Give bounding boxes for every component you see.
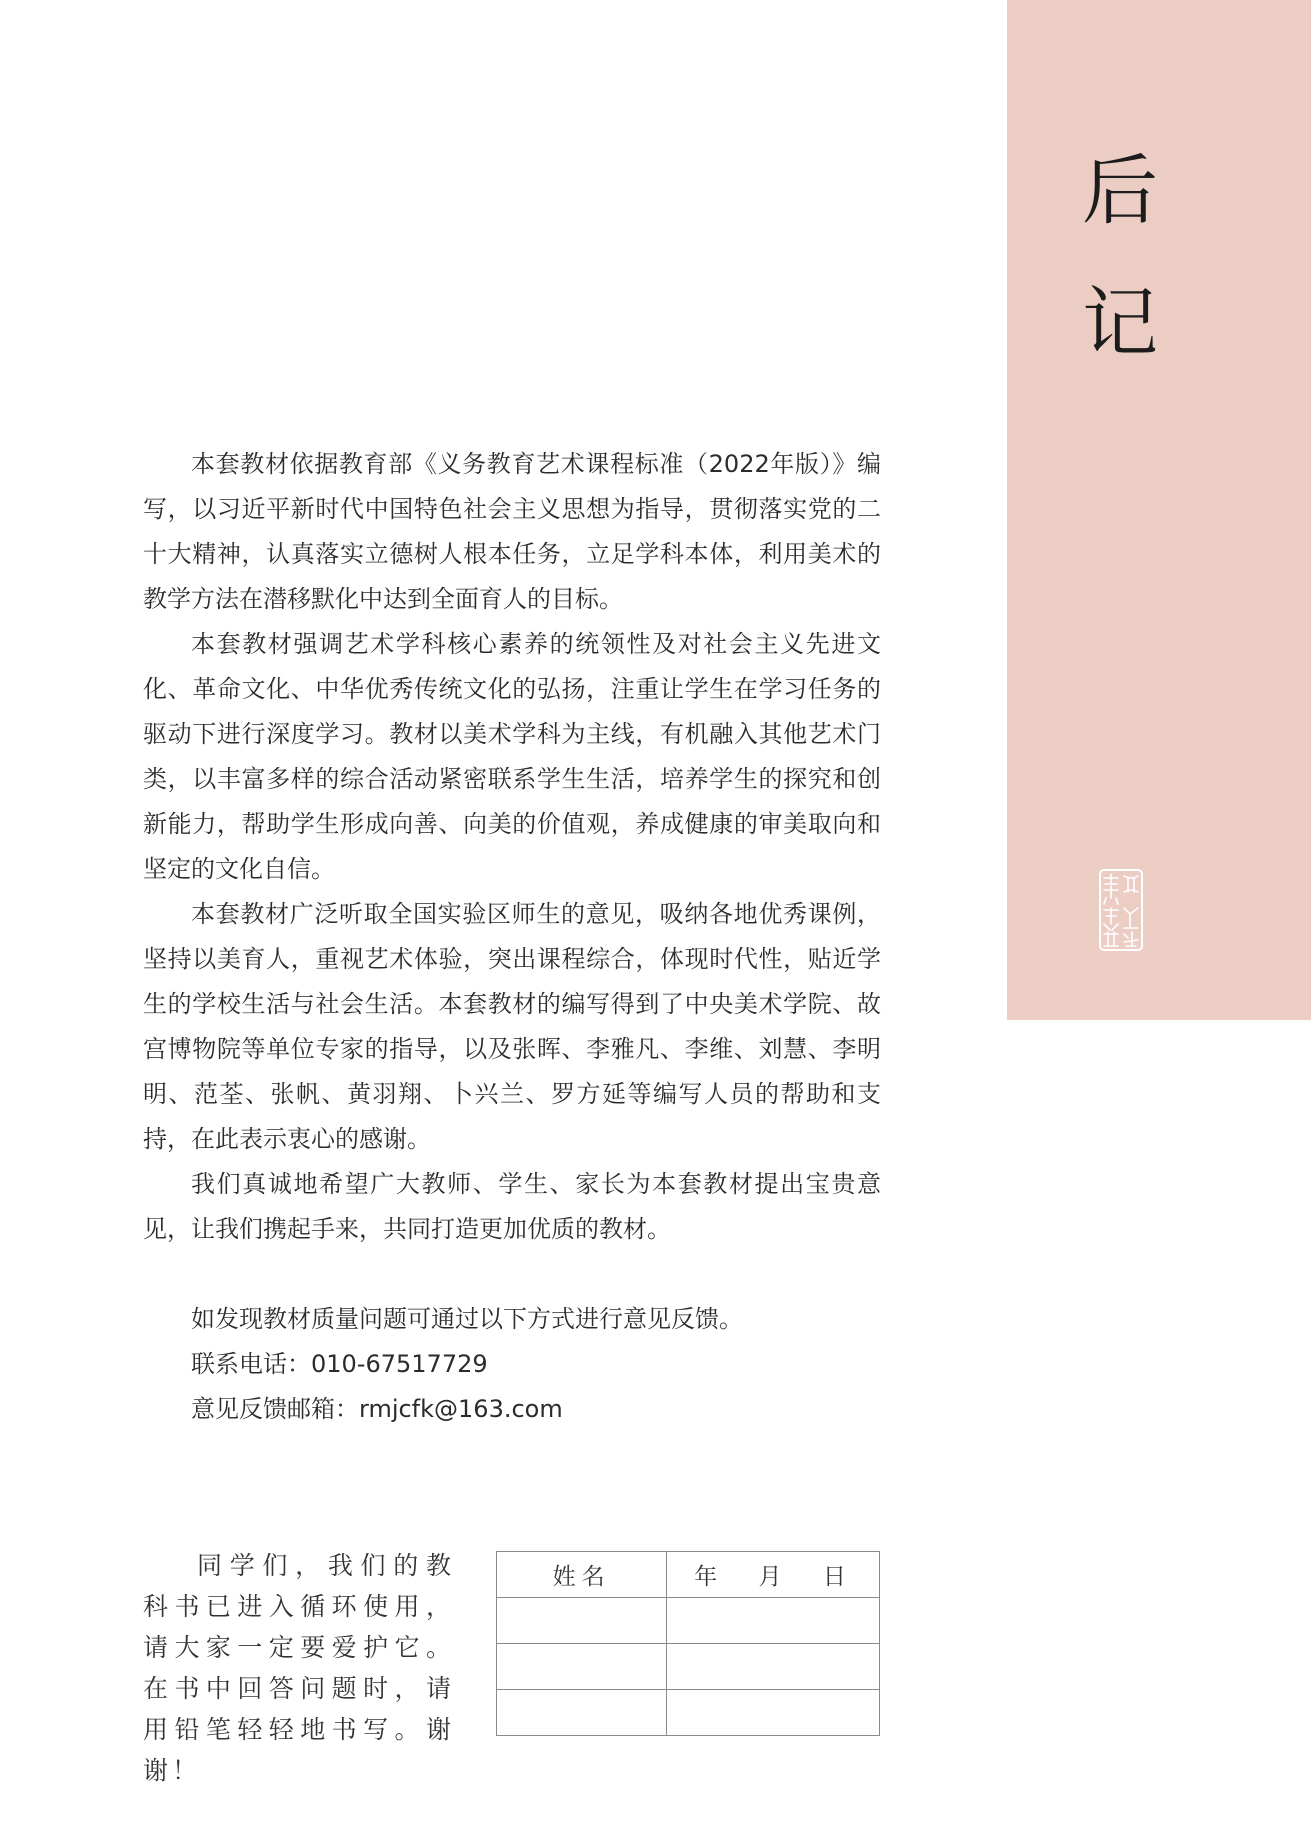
feedback-intro: 如发现教材质量问题可通过以下方式进行意见反馈。	[191, 1305, 743, 1333]
table-row	[497, 1690, 880, 1736]
feedback-phone: 联系电话：010-67517729	[191, 1350, 488, 1378]
title-char-2: 记	[1082, 278, 1158, 367]
table-row	[497, 1644, 880, 1690]
afterword-body	[143, 442, 881, 1252]
paragraph-4: 我们真诚地希望广大教师、学生、家长为本套教材提出宝贵意见，让我们携起手来，共同打造更加优质的教材。	[143, 1170, 881, 1243]
title-char-1: 后	[1082, 146, 1158, 235]
paragraph-1: 本套教材依据教育部《义务教育艺术课程标准（2022年版）》编写，以习近平新时代中国特色社会主义思想为指导，贯彻落实党的二十大精神，认真落实立德树人根本任务，立足学科本体，利用美术的教学方法在潜移默化中达到全面育人的目标。	[143, 450, 881, 613]
page-title	[1080, 125, 1160, 389]
usage-record-table	[496, 1551, 880, 1736]
name-cell[interactable]	[497, 1690, 667, 1736]
paragraph-2: 本套教材强调艺术学科核心素养的统领性及对社会主义先进文化、革命文化、中华优秀传统文化的弘扬，注重让学生在学习任务的驱动下进行深度学习。教材以美术学科为主线，有机融入其他艺术门类，以丰富多样的综合活动紧密联系学生生活，培养学生的探究和创新能力，帮助学生形成向善、向美的价值观，养成健康的审美取向和坚定的文化自信。	[143, 630, 881, 883]
feedback-email: 意见反馈邮箱：rmjcfk@163.com	[191, 1395, 563, 1423]
header-date: 年 月 日	[667, 1552, 880, 1598]
date-cell[interactable]	[667, 1644, 880, 1690]
paragraph-3: 本套教材广泛听取全国实验区师生的意见，吸纳各地优秀课例，坚持以美育人，重视艺术体验，突出课程综合，体现时代性，贴近学生的学校生活与社会生活。本套教材的编写得到了中央美术学院、故宫博物院等单位专家的指导，以及张晖、李雅凡、李维、刘慧、李明明、范荃、张帆、黄羽翔、卜兴兰、罗方延等编写人员的帮助和支持，在此表示衷心的感谢。	[143, 900, 881, 1153]
date-cell[interactable]	[667, 1690, 880, 1736]
seal-stamp-icon	[1098, 868, 1144, 952]
name-cell[interactable]	[497, 1598, 667, 1644]
table-row	[497, 1598, 880, 1644]
name-cell[interactable]	[497, 1644, 667, 1690]
date-cell[interactable]	[667, 1598, 880, 1644]
table-header-row	[497, 1552, 880, 1598]
feedback-info	[191, 1297, 891, 1432]
textbook-care-notice: 同学们，我们的教科书已进入循环使用，请大家一定要爱护它。在书中回答问题时，请用铅笔轻轻地书写。谢谢！	[143, 1551, 455, 1785]
header-name: 姓名	[497, 1552, 667, 1598]
